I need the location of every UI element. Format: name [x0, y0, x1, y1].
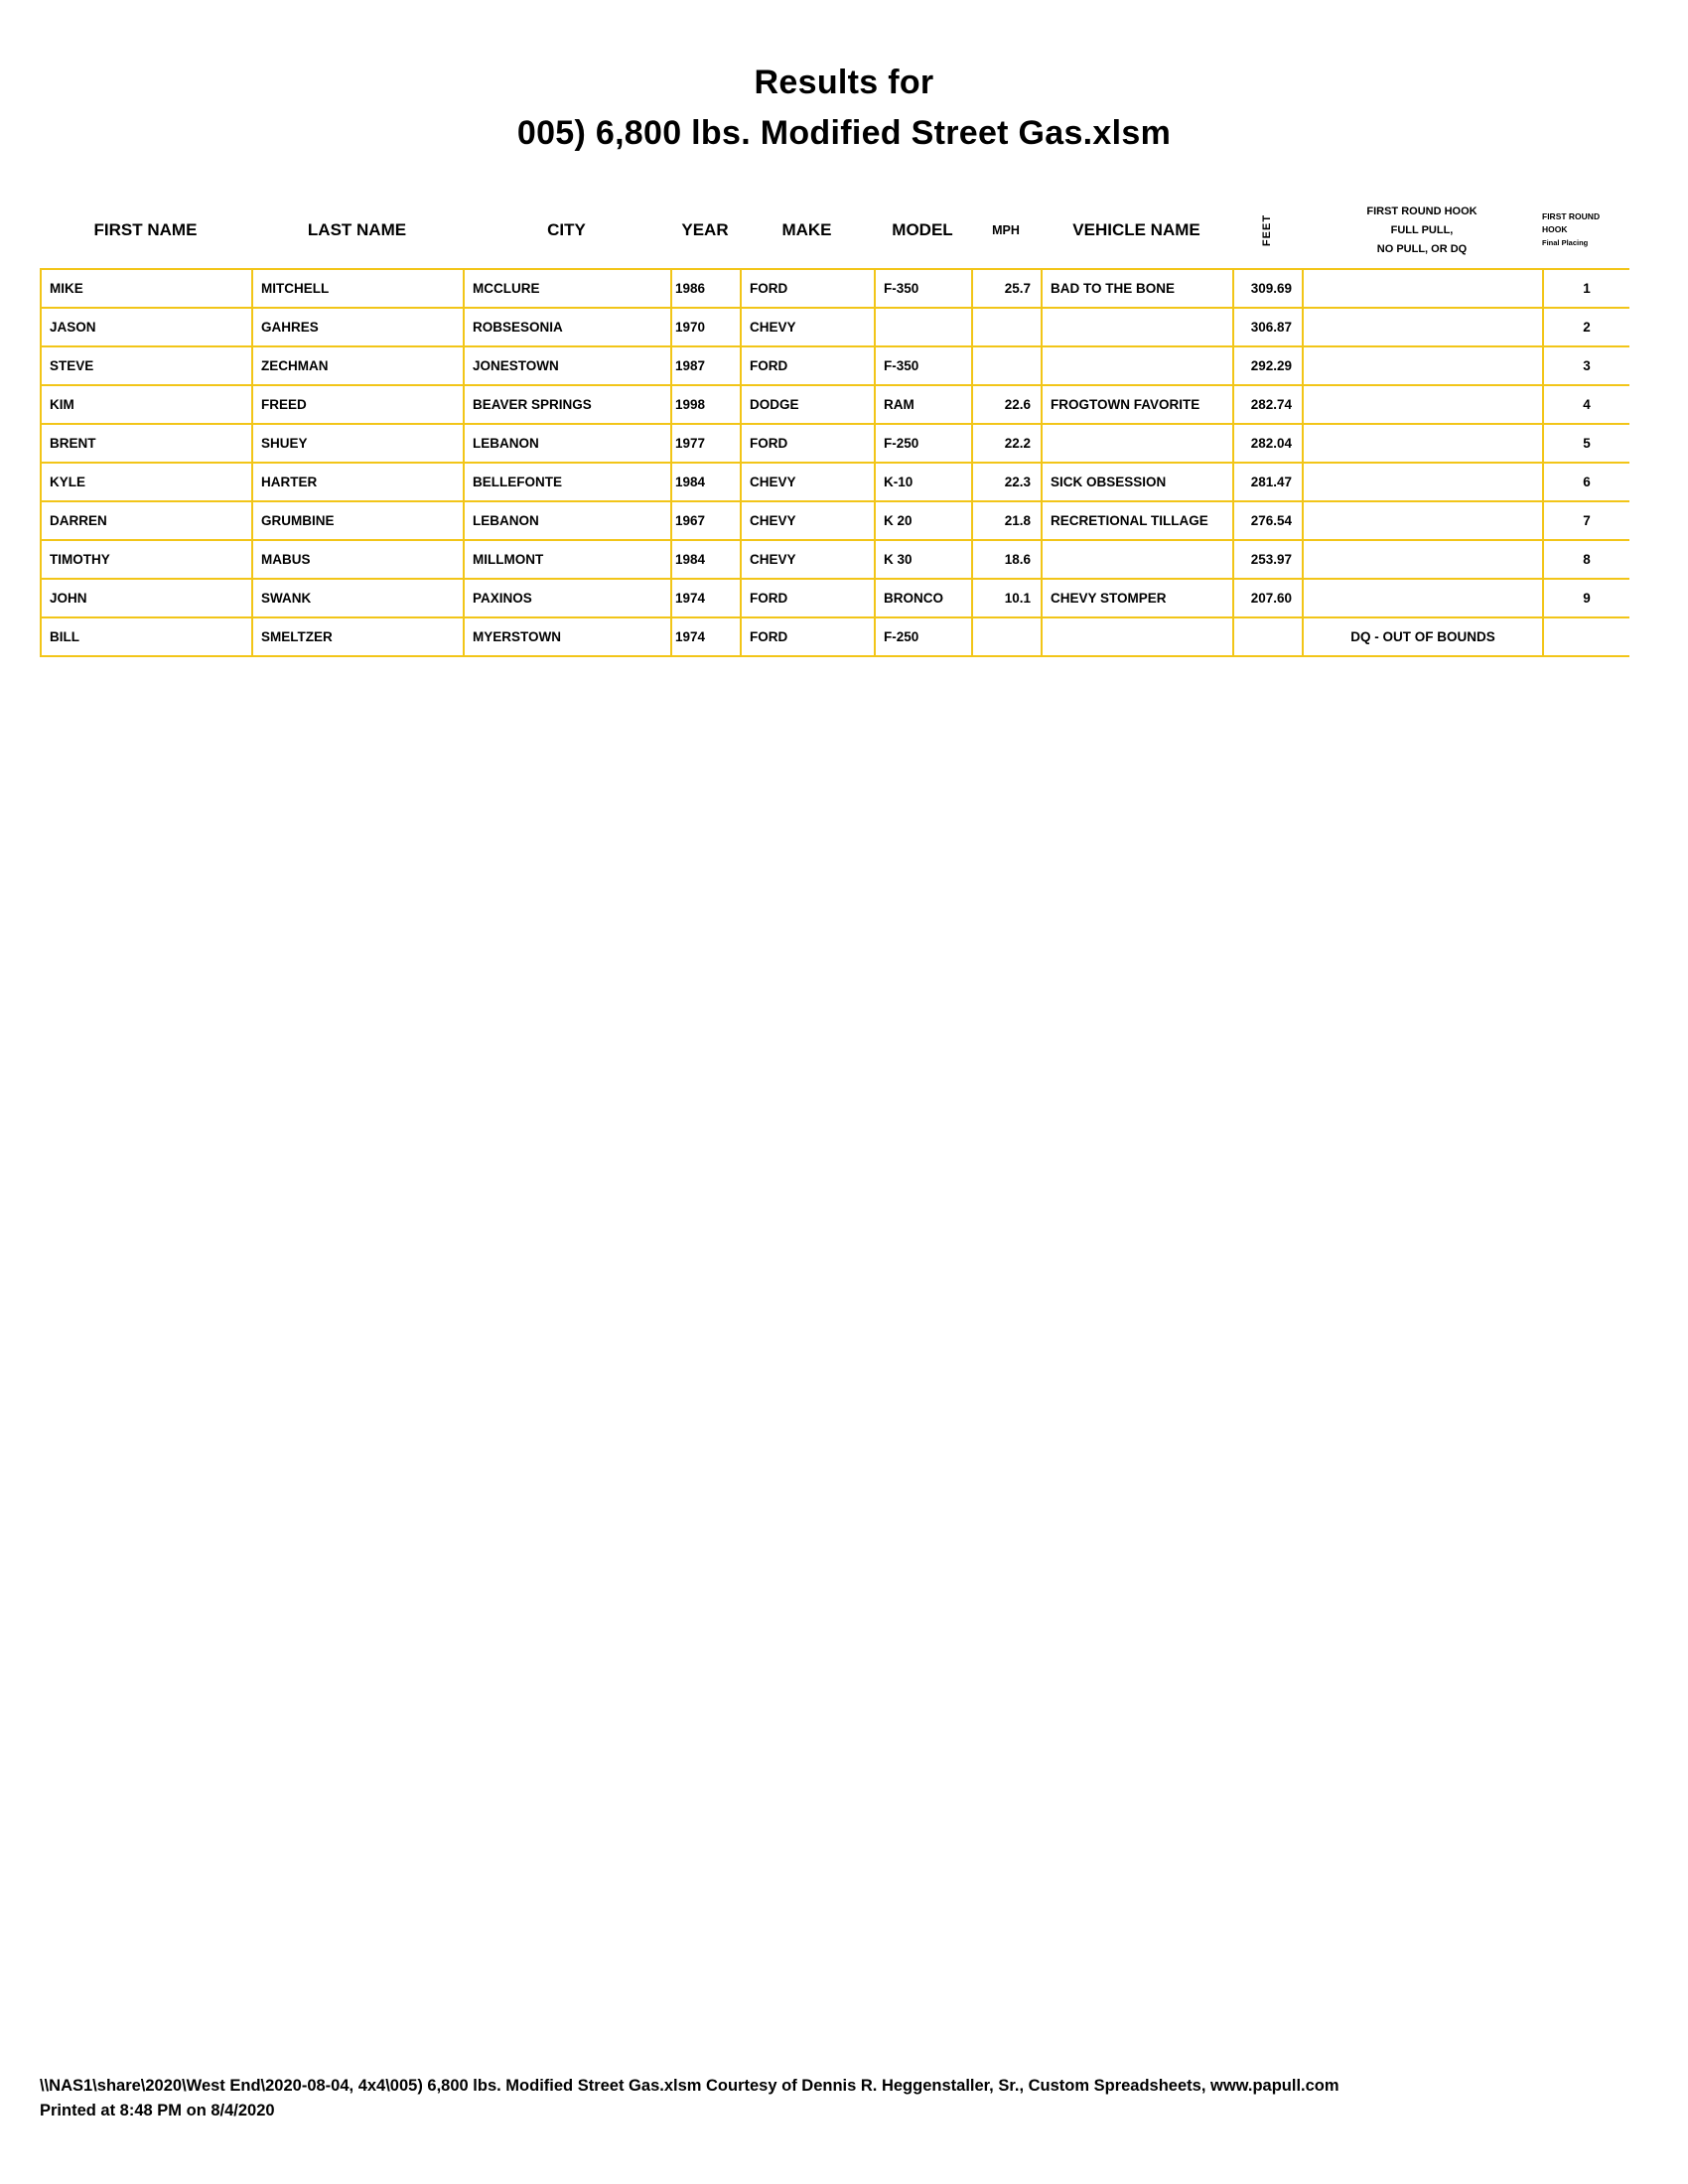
- cell-year: 1974: [671, 579, 741, 617]
- cell-feet: 207.60: [1233, 579, 1303, 617]
- cell-vehicle-name: BAD TO THE BONE: [1042, 269, 1233, 308]
- cell-vehicle-name: RECRETIONAL TILLAGE: [1042, 501, 1233, 540]
- cell-make: FORD: [741, 269, 875, 308]
- cell-year: 1967: [671, 501, 741, 540]
- cell-feet: [1233, 617, 1303, 656]
- cell-mph: 10.1: [972, 579, 1042, 617]
- cell-last-name: ZECHMAN: [252, 346, 464, 385]
- cell-placing: 4: [1543, 385, 1629, 424]
- cell-status: DQ - OUT OF BOUNDS: [1303, 617, 1543, 656]
- table-row: [41, 385, 1629, 424]
- cell-vehicle-name: FROGTOWN FAVORITE: [1042, 385, 1233, 424]
- cell-status: [1303, 308, 1543, 346]
- results-table: [40, 268, 1629, 657]
- cell-last-name: HARTER: [252, 463, 464, 501]
- cell-year: 1987: [671, 346, 741, 385]
- cell-vehicle-name: [1042, 308, 1233, 346]
- cell-mph: [972, 346, 1042, 385]
- cell-status: [1303, 269, 1543, 308]
- cell-placing: 3: [1543, 346, 1629, 385]
- table-row: [41, 308, 1629, 346]
- cell-make: FORD: [741, 617, 875, 656]
- cell-year: 1986: [671, 269, 741, 308]
- cell-model: K 30: [875, 540, 972, 579]
- table-row: [41, 540, 1629, 579]
- cell-placing: [1543, 617, 1629, 656]
- cell-last-name: SMELTZER: [252, 617, 464, 656]
- cell-feet: 292.29: [1233, 346, 1303, 385]
- cell-city: BEAVER SPRINGS: [464, 385, 671, 424]
- cell-status: [1303, 540, 1543, 579]
- cell-city: PAXINOS: [464, 579, 671, 617]
- cell-mph: 22.6: [972, 385, 1042, 424]
- cell-vehicle-name: CHEVY STOMPER: [1042, 579, 1233, 617]
- cell-last-name: SWANK: [252, 579, 464, 617]
- cell-first-name: MIKE: [41, 269, 252, 308]
- cell-vehicle-name: [1042, 424, 1233, 463]
- header-placing-line1: FIRST ROUND: [1542, 211, 1601, 221]
- cell-feet: 306.87: [1233, 308, 1303, 346]
- cell-first-name: DARREN: [41, 501, 252, 540]
- cell-make: CHEVY: [741, 308, 875, 346]
- cell-model: [875, 308, 972, 346]
- cell-make: FORD: [741, 346, 875, 385]
- header-year: YEAR: [681, 220, 729, 239]
- cell-city: LEBANON: [464, 501, 671, 540]
- cell-city: JONESTOWN: [464, 346, 671, 385]
- cell-status: [1303, 346, 1543, 385]
- cell-last-name: SHUEY: [252, 424, 464, 463]
- cell-status: [1303, 501, 1543, 540]
- cell-last-name: GAHRES: [252, 308, 464, 346]
- cell-last-name: FREED: [252, 385, 464, 424]
- cell-mph: [972, 617, 1042, 656]
- cell-placing: 1: [1543, 269, 1629, 308]
- cell-first-name: JOHN: [41, 579, 252, 617]
- cell-feet: 276.54: [1233, 501, 1303, 540]
- cell-model: RAM: [875, 385, 972, 424]
- cell-year: 1974: [671, 617, 741, 656]
- cell-status: [1303, 385, 1543, 424]
- cell-model: F-250: [875, 617, 972, 656]
- cell-first-name: KYLE: [41, 463, 252, 501]
- cell-model: K 20: [875, 501, 972, 540]
- cell-year: 1984: [671, 540, 741, 579]
- cell-last-name: MABUS: [252, 540, 464, 579]
- cell-first-name: BILL: [41, 617, 252, 656]
- header-placing-line2: HOOK: [1542, 224, 1568, 234]
- table-row: [41, 424, 1629, 463]
- cell-model: F-250: [875, 424, 972, 463]
- column-headers: [40, 195, 1628, 266]
- cell-make: FORD: [741, 579, 875, 617]
- cell-model: F-350: [875, 269, 972, 308]
- cell-city: MYERSTOWN: [464, 617, 671, 656]
- cell-city: MCCLURE: [464, 269, 671, 308]
- cell-placing: 6: [1543, 463, 1629, 501]
- page-title-line1: Results for: [754, 64, 934, 101]
- cell-first-name: BRENT: [41, 424, 252, 463]
- cell-placing: 5: [1543, 424, 1629, 463]
- cell-status: [1303, 424, 1543, 463]
- cell-vehicle-name: [1042, 617, 1233, 656]
- cell-feet: 253.97: [1233, 540, 1303, 579]
- cell-placing: 9: [1543, 579, 1629, 617]
- cell-last-name: GRUMBINE: [252, 501, 464, 540]
- cell-placing: 2: [1543, 308, 1629, 346]
- header-status-line2: FULL PULL,: [1390, 223, 1454, 236]
- cell-make: CHEVY: [741, 501, 875, 540]
- table-row: [41, 579, 1629, 617]
- footer-printed-at: Printed at 8:48 PM on 8/4/2020: [40, 2102, 275, 2119]
- cell-city: LEBANON: [464, 424, 671, 463]
- table-row: [41, 346, 1629, 385]
- cell-year: 1970: [671, 308, 741, 346]
- cell-mph: [972, 308, 1042, 346]
- cell-year: 1998: [671, 385, 741, 424]
- cell-city: BELLEFONTE: [464, 463, 671, 501]
- cell-model: K-10: [875, 463, 972, 501]
- header-placing-line3: Final Placing: [1542, 238, 1589, 247]
- cell-model: F-350: [875, 346, 972, 385]
- header-feet-label: FEET: [1261, 213, 1273, 247]
- cell-year: 1977: [671, 424, 741, 463]
- cell-make: CHEVY: [741, 540, 875, 579]
- cell-placing: 8: [1543, 540, 1629, 579]
- header-city: CITY: [547, 220, 586, 239]
- cell-first-name: JASON: [41, 308, 252, 346]
- cell-last-name: MITCHELL: [252, 269, 464, 308]
- cell-placing: 7: [1543, 501, 1629, 540]
- cell-model: BRONCO: [875, 579, 972, 617]
- cell-mph: 22.3: [972, 463, 1042, 501]
- cell-year: 1984: [671, 463, 741, 501]
- cell-mph: 18.6: [972, 540, 1042, 579]
- cell-first-name: KIM: [41, 385, 252, 424]
- page-title-line2: 005) 6,800 lbs. Modified Street Gas.xlsm: [516, 114, 1172, 152]
- table-row: [41, 501, 1629, 540]
- cell-status: [1303, 579, 1543, 617]
- cell-city: ROBSESONIA: [464, 308, 671, 346]
- header-model: MODEL: [892, 220, 953, 239]
- cell-vehicle-name: [1042, 540, 1233, 579]
- header-mph: MPH: [992, 223, 1020, 237]
- cell-first-name: STEVE: [41, 346, 252, 385]
- cell-feet: 282.04: [1233, 424, 1303, 463]
- footer-file-path: \\NAS1\share\2020\West End\2020-08-04, 4x4\005) 6,800 lbs. Modified Street Gas.xlsm Courtesy of Dennis R. Heggenstaller, Sr., Custom Spreadsheets, www.papull.com: [40, 2077, 1339, 2095]
- header-first-name: FIRST NAME: [93, 220, 198, 239]
- table-row: [41, 269, 1629, 308]
- header-status-line3: NO PULL, OR DQ: [1376, 242, 1468, 255]
- cell-mph: 21.8: [972, 501, 1042, 540]
- cell-feet: 282.74: [1233, 385, 1303, 424]
- results-body: [41, 269, 1629, 656]
- cell-city: MILLMONT: [464, 540, 671, 579]
- header-first-round-status: [1302, 195, 1542, 266]
- header-vehicle-name: VEHICLE NAME: [1072, 220, 1200, 239]
- cell-vehicle-name: SICK OBSESSION: [1042, 463, 1233, 501]
- cell-mph: 25.7: [972, 269, 1042, 308]
- cell-make: DODGE: [741, 385, 875, 424]
- cell-vehicle-name: [1042, 346, 1233, 385]
- cell-mph: 22.2: [972, 424, 1042, 463]
- cell-status: [1303, 463, 1543, 501]
- header-status-line1: FIRST ROUND HOOK: [1366, 205, 1477, 217]
- cell-make: FORD: [741, 424, 875, 463]
- cell-feet: 309.69: [1233, 269, 1303, 308]
- cell-feet: 281.47: [1233, 463, 1303, 501]
- header-feet: [1232, 195, 1302, 266]
- cell-first-name: TIMOTHY: [41, 540, 252, 579]
- table-row: [41, 617, 1629, 656]
- table-row: [41, 463, 1629, 501]
- header-make: MAKE: [781, 220, 832, 239]
- cell-make: CHEVY: [741, 463, 875, 501]
- header-last-name: LAST NAME: [307, 220, 407, 239]
